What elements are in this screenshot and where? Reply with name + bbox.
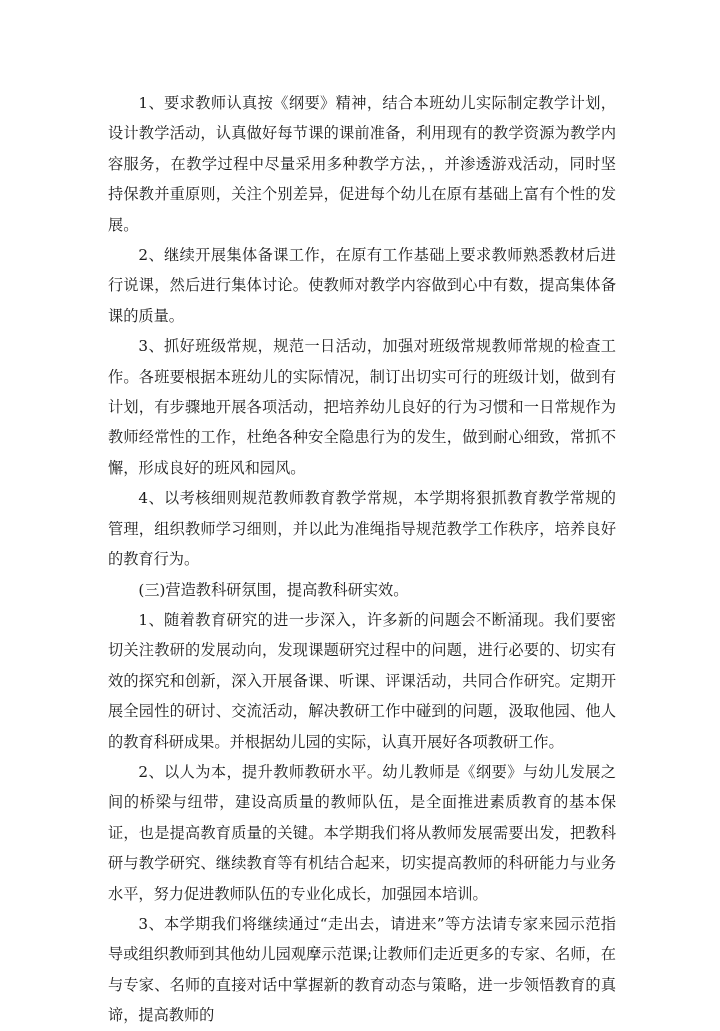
paragraph-collective-lesson-prep: 2、继续开展集体备课工作，在原有工作基础上要求教师熟悉教材后进行说课，然后进行集体讨论。使教师对教学内容做到心中有数，提高集体备课的质量。	[108, 246, 616, 325]
paragraph-class-routines: 3、抓好班级常规，规范一日活动，加强对班级常规教师常规的检查工作。各班要根据本班幼儿的实际情况，制订出切实可行的班级计划，做到有计划，有步骤地开展各项活动，把培养幼儿良好的行为习惯和一日常规作为教师经常性的工作，杜绝各种安全隐患行为的发生，做到耐心细致，常抓不懈，形成良好的班风和园风。	[108, 337, 616, 477]
paragraph-teaching-plan: 1、要求教师认真按《纲要》精神，结合本班幼儿实际制定教学计划，设计教学活动，认真做好每节课的课前准备，利用现有的教学资源为教学内容服务，在教学过程中尽量采用多种教学方法，，并渗透游戏活动，同时坚持保教并重原则，关注个别差异，促进每个幼儿在原有基础上富有个性的发展。	[108, 94, 616, 234]
paragraph-teacher-development: 2、以人为本，提升教师教研水平。幼儿教师是《纲要》与幼儿发展之间的桥梁与纽带，建设高质量的教师队伍，是全面推进素质教育的基本保证，也是提高教育质量的关键。本学期我们将从教师发展需要出发，把教科研与教学研究、继续教育等有机结合起来，切实提高教师的科研能力与业务水平，努力促进教师队伍的专业化成长，加强园本培训。	[108, 762, 616, 903]
paragraph-expert-guidance: 3、本学期我们将继续通过“走出去，请进来”等方法请专家来园示范指导或组织教师到其他幼儿园观摩示范课;让教师们走近更多的专家、名师，在与专家、名师的直接对话中掌握新的教育动态与策略，进一步领悟教育的真谛，提高教师的	[108, 914, 616, 1025]
paragraph-research-trends: 1、随着教育研究的进一步深入，许多新的问题会不断涌现。我们要密切关注教研的发展动向，发现课题研究过程中的问题，进行必要的、切实有效的探究和创新，深入开展备课、听课、评课活动，共同合作研究。定期开展全园性的研讨、交流活动，解决教研工作中碰到的问题，汲取他园、他人的教育科研成果。并根据幼儿园的实际，认真开展好各项教研工作。	[108, 610, 616, 751]
paragraph-assessment-rules: 4、以考核细则规范教师教育教学常规，本学期将狠抓教育教学常规的管理，组织教师学习细则，并以此为准绳指导规范教学工作秩序，培养良好的教育行为。	[108, 489, 616, 569]
section-heading-research: (三)营造教科研氛围，提高教科研实效。	[138, 580, 409, 599]
document-page	[108, 88, 616, 1031]
